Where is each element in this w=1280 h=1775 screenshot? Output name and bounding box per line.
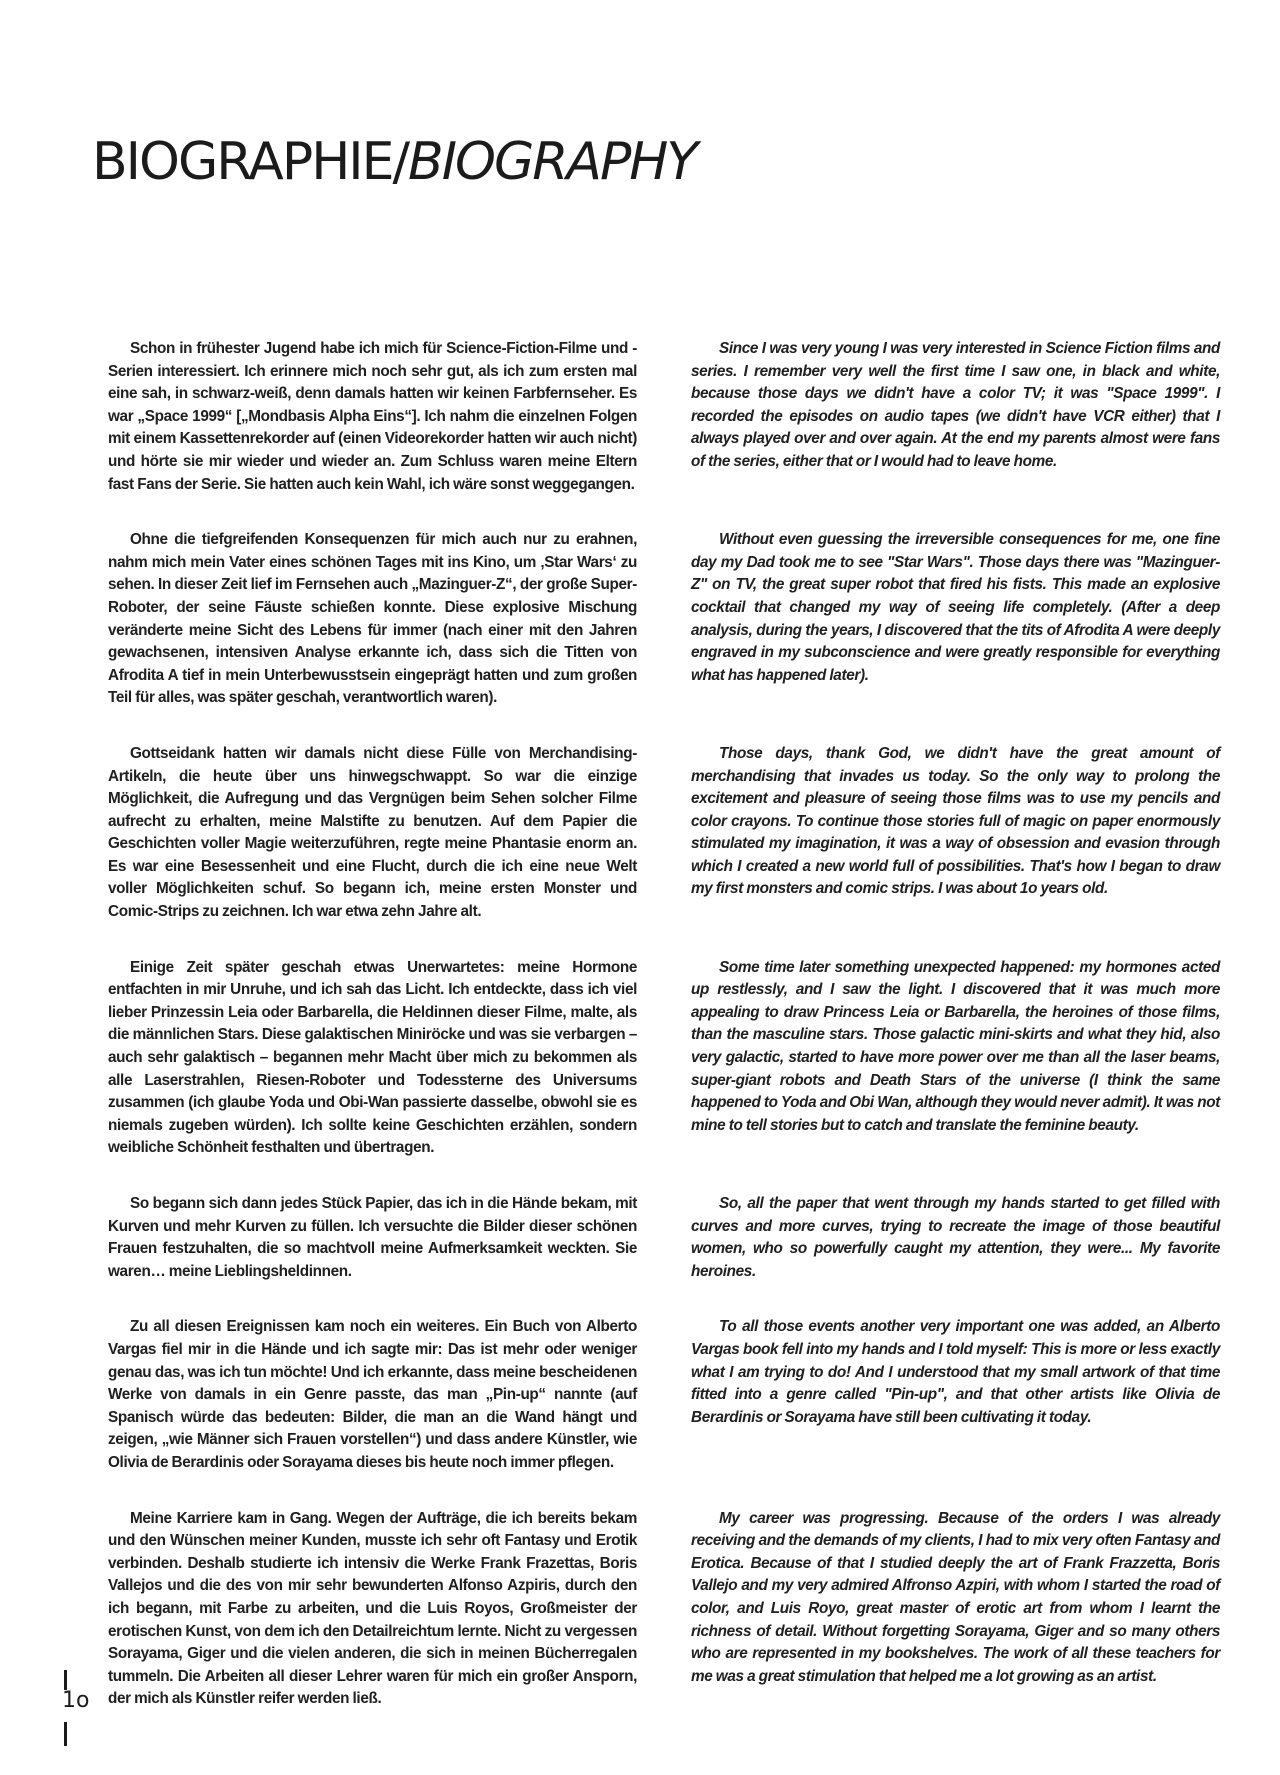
folio-rule-bottom (64, 1722, 67, 1746)
paragraph-german-3: Gottseidank hatten wir damals nicht diese Fülle von Merchandising-Artikeln, die heute über uns hinwegschwappt. So war die einzige Möglichkeit, die Aufregung und das Vergnügen beim Sehen solcher Filme aufrecht zu erhalten, meine Malstifte zu benutzen. Auf dem Papier die Geschichten voller Magie weiterzuführen, regte meine Phantasie enorm an. Es war eine Besessenheit und eine Flucht, durch die ich eine neue Welt voller Möglichkeiten schuf. So begann ich, meine ersten Monster und Comic-Strips zu zeichnen. Ich war etwa zehn Jahre alt. (108, 744, 637, 921)
paragraph-english-7: My career was progressing. Because of the orders I was already receiving and the demands of my clients, I had to mix very often Fantasy and Erotica. Because of that I studied deeply the art of Frank Frazzetta, Boris Vallejo and my very admired Alfronso Azpiri, with whom I started the road of color, and Luis Royo, great master of erotic art from whom I learnt the richness of detail. Without forgetting Sorayama, Giger and so many others who are represented in my bookshelves. The work of all these teachers for me was a great stimulation that helped me a lot growing as an artist. (691, 1509, 1220, 1685)
paragraph-english-1: Since I was very young I was very interested in Science Fiction films and series. I remember very well the first time I saw one, in black and white, because those days we didn't have a color TV; it was "Space 1999". I recorded the episodes on audio tapes (we didn't have VCR either) that I always played over and over again. At the end my parents almost were fans of the series, either that or I would had to leave home. (691, 340, 1220, 470)
page-number: 1o (62, 1688, 90, 1713)
paragraph-german-4: Einige Zeit später geschah etwas Unerwartetes: meine Hormone entfachten in mir Unruhe, und ich sah das Licht. Ich entdeckte, dass ich viel lieber Prinzessin Leia oder Barbarella, die Heldinnen dieser Filme, malte, als die männlichen Stars. Diese galaktischen Miniröcke und was sie verbargen – auch sehr galaktisch – begannen mehr Macht über mich zu bekommen als alle Laserstrahlen, Riesen-Roboter und Todessterne des Universums zusammen (ich glaube Yoda und Obi-Wan passierte dasselbe, obwohl sie es niemals zugeben würden). Ich sollte keine Geschichten erzählen, sondern weibliche Schönheit festhalten und übertragen. (108, 958, 637, 1157)
paragraph-english-4: Some time later something unexpected happened: my hormones acted up restlessly, and I saw the light. I discovered that it was much more appealing to draw Princess Leia or Barbarella, the heroines of those films, than the masculine stars. Those galactic mini-skirts and what they hid, also very galactic, started to have more power over me than all the laser beams, super-giant robots and Death Stars of the universe (I think the same happened to Yoda and Obi Wan, although they would never admit). It was not mine to tell stories but to catch and translate the feminine beauty. (691, 958, 1220, 1134)
paragraph-german-6: Zu all diesen Ereignissen kam noch ein weiteres. Ein Buch von Alberto Vargas fiel mir in die Hände und ich sagte mir: Das ist mehr oder weniger genau das, was ich tun möchte! Und ich erkannte, dass meine bescheidenen Werke von damals in ein Genre passte, das man „Pin-up“ nannte (auf Spanisch würde das bedeuten: Bilder, die man an die Wand hängt und zeigen, „wie Männer sich Frauen vorstellen“) und dass andere Künstler, wie Olivia de Berardinis oder Sorayama dieses bis heute noch immer pflegen. (108, 1318, 637, 1471)
paragraph-english-5: So, all the paper that went through my hands started to get filled with curves and more curves, trying to recreate the image of those beautiful women, who so powerfully caught my attention, they were... My favorite heroines. (691, 1195, 1220, 1280)
title-english: BIOGRAPHY (408, 132, 697, 192)
title-german: BIOGRAPHIE (92, 132, 393, 192)
title-separator: / (392, 132, 409, 192)
folio-rule-top (64, 1670, 67, 1690)
paragraph-german-1: Schon in frühester Jugend habe ich mich für Science-Fiction-Filme und -Serien interessiert. Ich erinnere mich noch sehr gut, als ich zum ersten mal eine sah, in schwarz-weiß, denn damals hatten wir keinen Farbfernseher. Es war „Space 1999“ [„Mondbasis Alpha Eins“]. Ich nahm die einzelnen Folgen mit einem Kassettenrekorder auf (einen Videorekorder hatten wir auch nicht) und hörte sie mir wieder und wieder an. Zum Schluss waren meine Eltern fast Fans der Serie. Sie hatten auch kein Wahl, ich wäre sonst weggegangen. (108, 340, 637, 493)
paragraph-english-3: Those days, thank God, we didn't have the great amount of merchandising that invades us today. So the only way to prolong the excitement and pleasure of seeing those films was to use my pencils and color crayons. To continue those stories full of magic on paper enormously stimulated my imagination, it was a way of obsession and evasion through which I created a new world full of possibilities. That's how I began to draw my first monsters and comic strips. I was about 1o years old. (691, 744, 1220, 898)
paragraph-german-2: Ohne die tiefgreifenden Konsequenzen für mich auch nur zu erahnen, nahm mich mein Vater eines schönen Tages mit ins Kino, um ‚Star Wars‘ zu sehen. In dieser Zeit lief im Fernsehen auch „Mazinguer-Z“, der große Super-Roboter, der seine Fäuste schießen konnte. Diese explosive Mischung veränderte meine Sicht des Lebens für immer (nach einer mit den Jahren gewachsenen, intensiven Analyse erkannte ich, dass sich die Titten von Afrodita A tief in mein Unterbewusstsein eingeprägt hatten und zum großen Teil für alles, was später geschah, verantwortlich waren). (108, 531, 637, 707)
paragraph-english-6: To all those events another very important one was added, an Alberto Vargas book fell into my hands and I told myself: This is more or less exactly what I am trying to do! And I understood that my small artwork of that time fitted into a genre called "Pin-up", and that other artists like Olivia de Berardinis or Sorayama have still been cultivating it today. (691, 1318, 1220, 1426)
paragraph-german-7: Meine Karriere kam in Gang. Wegen der Aufträge, die ich bereits bekam und den Wünschen meiner Kunden, musste ich sehr oft Fantasy und Erotik verbinden. Deshalb studierte ich intensiv die Werke Frank Frazettas, Boris Vallejos und die des von mir sehr bewunderten Alfonso Azpiris, durch den ich begann, mit Farbe zu arbeiten, und die Luis Royos, Großmeister der erotischen Kunst, von dem ich den Detailreichtum lernte. Nicht zu vergessen Sorayama, Giger und die vielen anderen, die sich in meinen Bücherregalen tummeln. Die Arbeiten all dieser Lehrer waren für mich ein großer Ansporn, der mich als Künstler reifer werden ließ. (108, 1509, 637, 1708)
paragraph-english-2: Without even guessing the irreversible consequences for me, one fine day my Dad took me to see "Star Wars". Those days there was "Mazinguer-Z" on TV, the great super robot that fired his fists. This made an explosive cocktail that changed my way of seeing life completely. (After a deep analysis, during the years, I discovered that the tits of Afrodita A were deeply engraved in my subconscience and were greatly responsible for everything what has happened later). (691, 531, 1220, 684)
page-title (92, 132, 696, 192)
biography-body (108, 338, 1220, 1711)
paragraph-german-5: So begann sich dann jedes Stück Papier, das ich in die Hände bekam, mit Kurven und mehr Kurven zu füllen. Ich versuchte die Bilder dieser schönen Frauen festzuhalten, die so machtvoll meine Aufmerksamkeit weckten. Sie waren… meine Lieblingsheldinnen. (108, 1195, 637, 1280)
